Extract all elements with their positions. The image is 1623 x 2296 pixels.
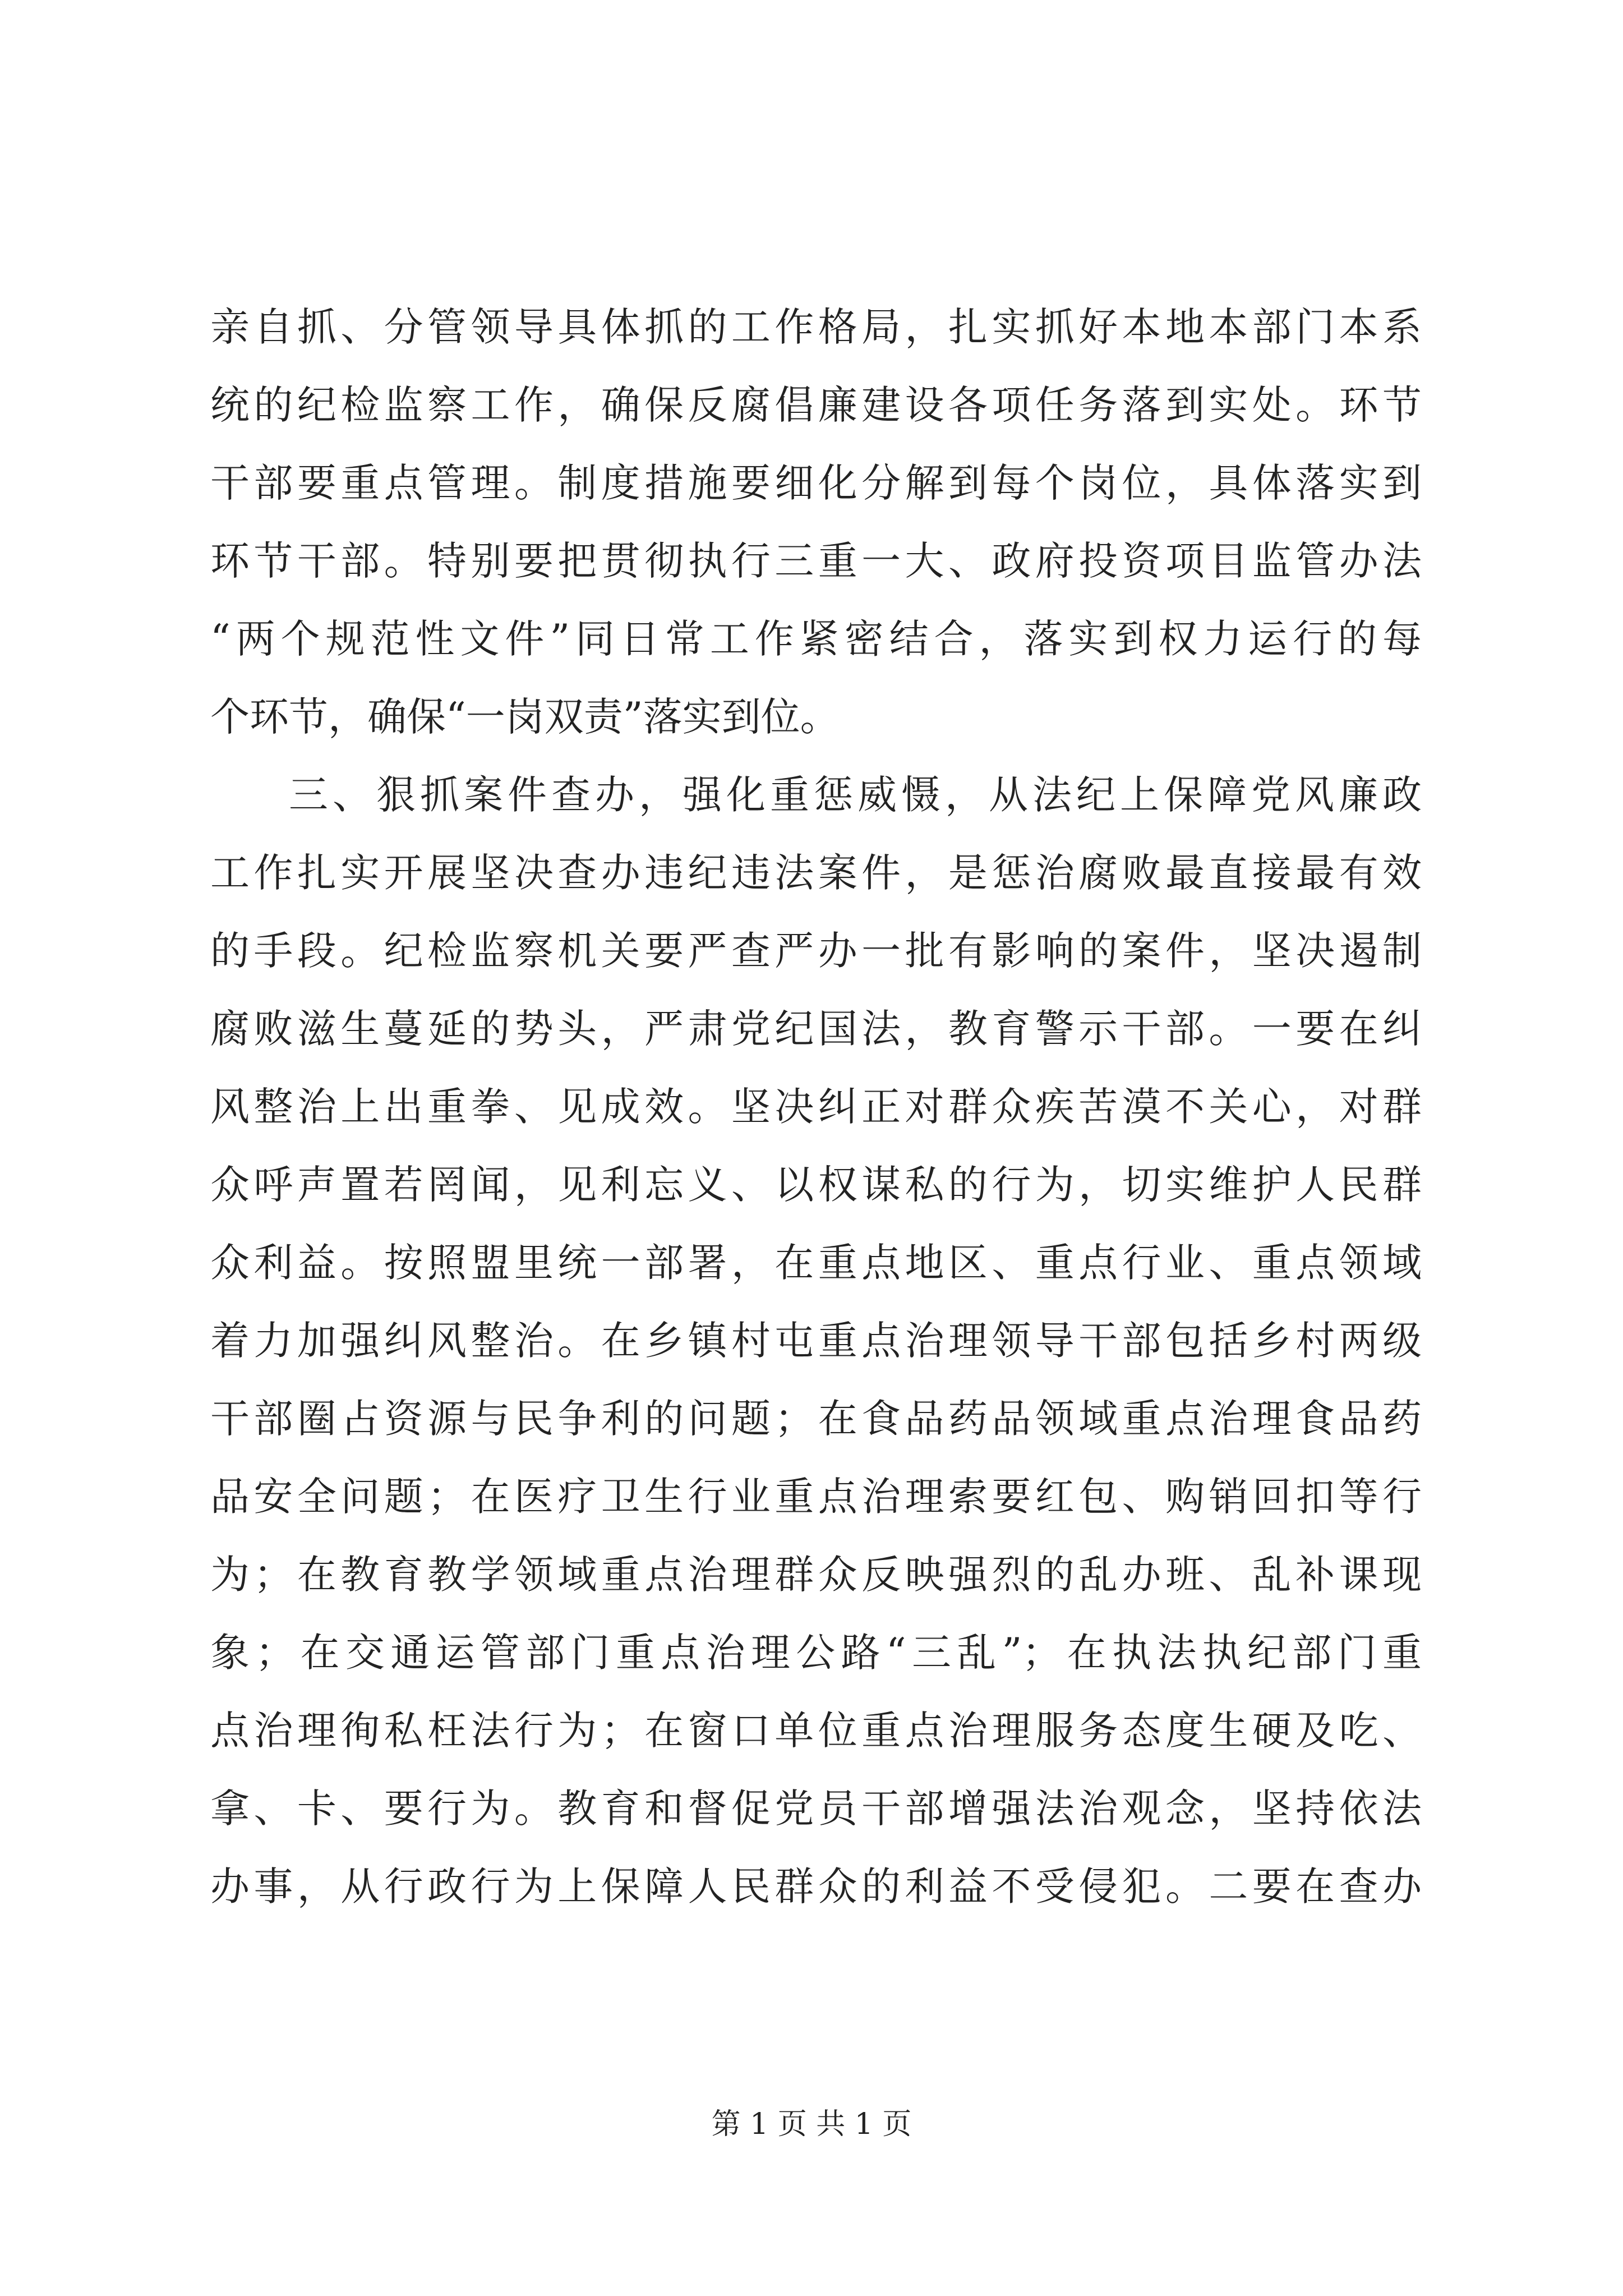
text-line: 着力加强纠风整治。在乡镇村屯重点治理领导干部包括乡村两级 (210, 1318, 1422, 1364)
text-line: 风整治上出重拳、见成效。坚决纠正对群众疾苦漠不关心，对群 (210, 1084, 1422, 1130)
text-line: 象；在交通运管部门重点治理公路“三乱”；在执法执纪部门重 (210, 1630, 1422, 1676)
section-heading-line: 三、狠抓案件查办，强化重惩威慑，从法纪上保障党风廉政 (289, 772, 1422, 818)
text-line: 众利益。按照盟里统一部署，在重点地区、重点行业、重点领域 (210, 1240, 1422, 1286)
text-line: 干部要重点管理。制度措施要细化分解到每个岗位，具体落实到 (210, 460, 1422, 506)
body-text (210, 304, 1422, 1945)
text-line: “两个规范性文件”同日常工作紧密结合，落实到权力运行的每 (210, 616, 1422, 662)
page-footer: 第 1 页 共 1 页 (711, 2108, 912, 2141)
text-line: 办事，从行政行为上保障人民群众的利益不受侵犯。二要在查办 (210, 1864, 1422, 1910)
text-line: 腐败滋生蔓延的势头，严肃党纪国法，教育警示干部。一要在纠 (210, 1006, 1422, 1052)
text-line: 亲自抓、分管领导具体抓的工作格局，扎实抓好本地本部门本系 (210, 304, 1422, 350)
text-line: 品安全问题；在医疗卫生行业重点治理索要红包、购销回扣等行 (210, 1474, 1422, 1520)
text-line: 统的纪检监察工作，确保反腐倡廉建设各项任务落到实处。环节 (210, 382, 1422, 428)
text-line: 环节干部。特别要把贯彻执行三重一大、政府投资项目监管办法 (210, 538, 1422, 584)
text-line: 干部圈占资源与民争利的问题；在食品药品领域重点治理食品药 (210, 1396, 1422, 1442)
text-line: 工作扎实开展坚决查办违纪违法案件，是惩治腐败最直接最有效 (210, 850, 1422, 896)
text-line: 的手段。纪检监察机关要严查严办一批有影响的案件，坚决遏制 (210, 928, 1422, 974)
text-line: 拿、卡、要行为。教育和督促党员干部增强法治观念，坚持依法 (210, 1786, 1422, 1832)
text-line: 众呼声置若罔闻，见利忘义、以权谋私的行为，切实维护人民群 (210, 1162, 1422, 1208)
text-line: 个环节，确保“一岗双责”落实到位。 (210, 694, 840, 740)
text-line: 点治理徇私枉法行为；在窗口单位重点治理服务态度生硬及吃、 (210, 1708, 1422, 1754)
text-line: 为；在教育教学领域重点治理群众反映强烈的乱办班、乱补课现 (210, 1552, 1422, 1598)
